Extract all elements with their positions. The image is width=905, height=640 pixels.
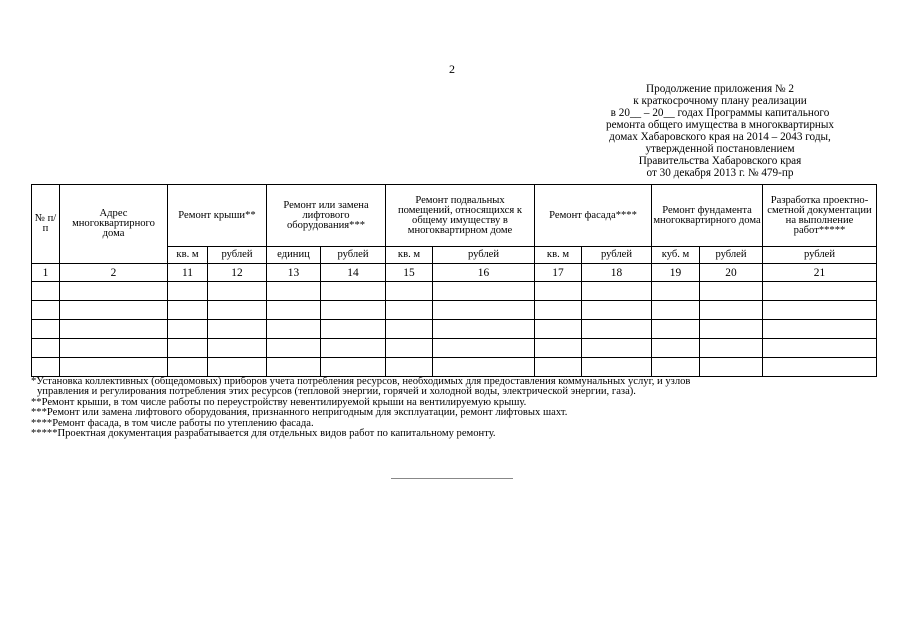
header-line: к краткосрочному плану реализации <box>633 95 807 107</box>
empty-cell <box>652 282 700 301</box>
column-number-cell: 18 <box>582 264 652 282</box>
empty-cell <box>32 358 60 377</box>
footnote: *Установка коллективных (общедомовых) приборов учета потребления ресурсов, необходимых для предоставления коммунальных услуг, и узлов <box>31 376 691 387</box>
column-number-cell: 15 <box>386 264 433 282</box>
repair-plan-table <box>31 184 877 377</box>
empty-cell <box>652 301 700 320</box>
column-number-cell: 1 <box>32 264 60 282</box>
empty-cell <box>32 320 60 339</box>
column-number-row <box>32 264 877 282</box>
empty-cell <box>386 320 433 339</box>
empty-cell <box>321 301 386 320</box>
column-number-cell: 17 <box>535 264 582 282</box>
col-header-num: № п/п <box>32 185 60 264</box>
column-number-cell: 2 <box>60 264 168 282</box>
unit-cell: кв. м <box>168 247 208 264</box>
empty-cell <box>32 339 60 358</box>
table-row <box>32 320 877 339</box>
empty-cell <box>652 358 700 377</box>
empty-cell <box>700 339 763 358</box>
column-number-cell: 19 <box>652 264 700 282</box>
footnote: ****Ремонт фасада, в том числе работы по утеплению фасада. <box>31 417 314 429</box>
empty-cell <box>321 358 386 377</box>
empty-cell <box>267 282 321 301</box>
unit-cell: рублей <box>582 247 652 264</box>
unit-cell: рублей <box>700 247 763 264</box>
empty-cell <box>763 301 877 320</box>
col-header-elevator: Ремонт или замена лифтового оборудования*** <box>267 185 386 247</box>
column-number-cell: 21 <box>763 264 877 282</box>
unit-cell: рублей <box>321 247 386 264</box>
empty-cell <box>433 339 535 358</box>
footnotes <box>31 377 881 439</box>
appendix-header <box>560 83 880 179</box>
empty-cell <box>535 301 582 320</box>
empty-cell <box>267 320 321 339</box>
empty-cell <box>60 339 168 358</box>
empty-cell <box>321 282 386 301</box>
empty-cell <box>535 358 582 377</box>
unit-cell: кв. м <box>535 247 582 264</box>
column-number-cell: 16 <box>433 264 535 282</box>
empty-cell <box>700 301 763 320</box>
unit-cell: кв. м <box>386 247 433 264</box>
footnote: **Ремонт крыши, в том числе работы по переустройству невентилируемой крыши на вентилируемую крышу. <box>31 396 527 408</box>
empty-cell <box>60 320 168 339</box>
empty-cell <box>168 320 208 339</box>
column-number-cell: 12 <box>208 264 267 282</box>
empty-cell <box>386 358 433 377</box>
empty-cell <box>32 282 60 301</box>
col-header-foundation: Ремонт фундамента многоквартирного дома <box>652 185 763 247</box>
header-line: Продолжение приложения № 2 <box>646 83 794 95</box>
header-line: утвержденной постановлением <box>645 143 795 155</box>
header-line: в 20__ – 20__ годах Программы капитального <box>610 107 830 119</box>
empty-cell <box>763 320 877 339</box>
empty-cell <box>60 282 168 301</box>
empty-cell <box>267 339 321 358</box>
empty-cell <box>267 301 321 320</box>
table-row <box>32 301 877 320</box>
header-line: ремонта общего имущества в многоквартирных <box>605 119 835 131</box>
empty-cell <box>535 320 582 339</box>
empty-cell <box>700 358 763 377</box>
empty-cell <box>433 282 535 301</box>
empty-cell <box>763 339 877 358</box>
empty-cell <box>582 301 652 320</box>
empty-cell <box>208 358 267 377</box>
unit-cell: рублей <box>208 247 267 264</box>
unit-cell: единиц <box>267 247 321 264</box>
footnote: *****Проектная документация разрабатывается для отдельных видов работ по капитальному ремонту. <box>31 428 496 440</box>
column-number-cell: 13 <box>267 264 321 282</box>
empty-cell <box>168 339 208 358</box>
empty-cell <box>208 339 267 358</box>
empty-cell <box>582 339 652 358</box>
header-line: от 30 декабря 2013 г. № 479-пр <box>646 167 794 179</box>
empty-cell <box>700 320 763 339</box>
col-header-facade: Ремонт фасада**** <box>535 185 652 247</box>
empty-cell <box>433 358 535 377</box>
unit-cell: куб. м <box>652 247 700 264</box>
table-row <box>32 358 877 377</box>
empty-cell <box>700 282 763 301</box>
empty-cell <box>168 282 208 301</box>
empty-cell <box>168 301 208 320</box>
col-header-basement: Ремонт подвальных помещений, относящихся к общему имуществу в многоквартирном доме <box>386 185 535 247</box>
unit-cell: рублей <box>433 247 535 264</box>
empty-cell <box>652 320 700 339</box>
header-row <box>32 185 877 247</box>
col-header-design: Разработка проектно-сметной документации на выполнение работ***** <box>763 185 877 247</box>
empty-cell <box>267 358 321 377</box>
empty-cell <box>535 339 582 358</box>
empty-cell <box>208 320 267 339</box>
table-row <box>32 339 877 358</box>
empty-cell <box>582 358 652 377</box>
empty-cell <box>208 282 267 301</box>
empty-cell <box>433 320 535 339</box>
empty-cell <box>208 301 267 320</box>
column-number-cell: 14 <box>321 264 386 282</box>
page-number: 2 <box>449 62 455 76</box>
empty-cell <box>168 358 208 377</box>
header-line: Правительства Хабаровского края <box>638 155 802 167</box>
empty-cell <box>321 339 386 358</box>
empty-cell <box>535 282 582 301</box>
empty-cell <box>582 282 652 301</box>
column-number-cell: 11 <box>168 264 208 282</box>
empty-cell <box>433 301 535 320</box>
empty-cell <box>60 358 168 377</box>
empty-cell <box>386 301 433 320</box>
column-number-cell: 20 <box>700 264 763 282</box>
empty-cell <box>60 301 168 320</box>
header-line: домах Хабаровского края на 2014 – 2043 годы, <box>609 131 831 143</box>
col-header-roof: Ремонт крыши** <box>168 185 267 247</box>
footnote: ***Ремонт или замена лифтового оборудования, признанного непригодным для эксплуатации, ремонт лифтовых шахт. <box>31 407 568 419</box>
col-header-address: Адрес многоквартирного дома <box>60 185 168 264</box>
empty-cell <box>32 301 60 320</box>
empty-cell <box>582 320 652 339</box>
empty-cell <box>652 339 700 358</box>
empty-cell <box>321 320 386 339</box>
empty-cell <box>386 339 433 358</box>
unit-cell: рублей <box>763 247 877 264</box>
footnote: управления и регулирования потребления этих ресурсов (тепловой энергии, горячей и холодной воды, электрической энергии, газа). <box>37 386 636 398</box>
empty-cell <box>386 282 433 301</box>
table-row <box>32 282 877 301</box>
closing-divider <box>391 478 513 479</box>
empty-cell <box>763 358 877 377</box>
empty-cell <box>763 282 877 301</box>
